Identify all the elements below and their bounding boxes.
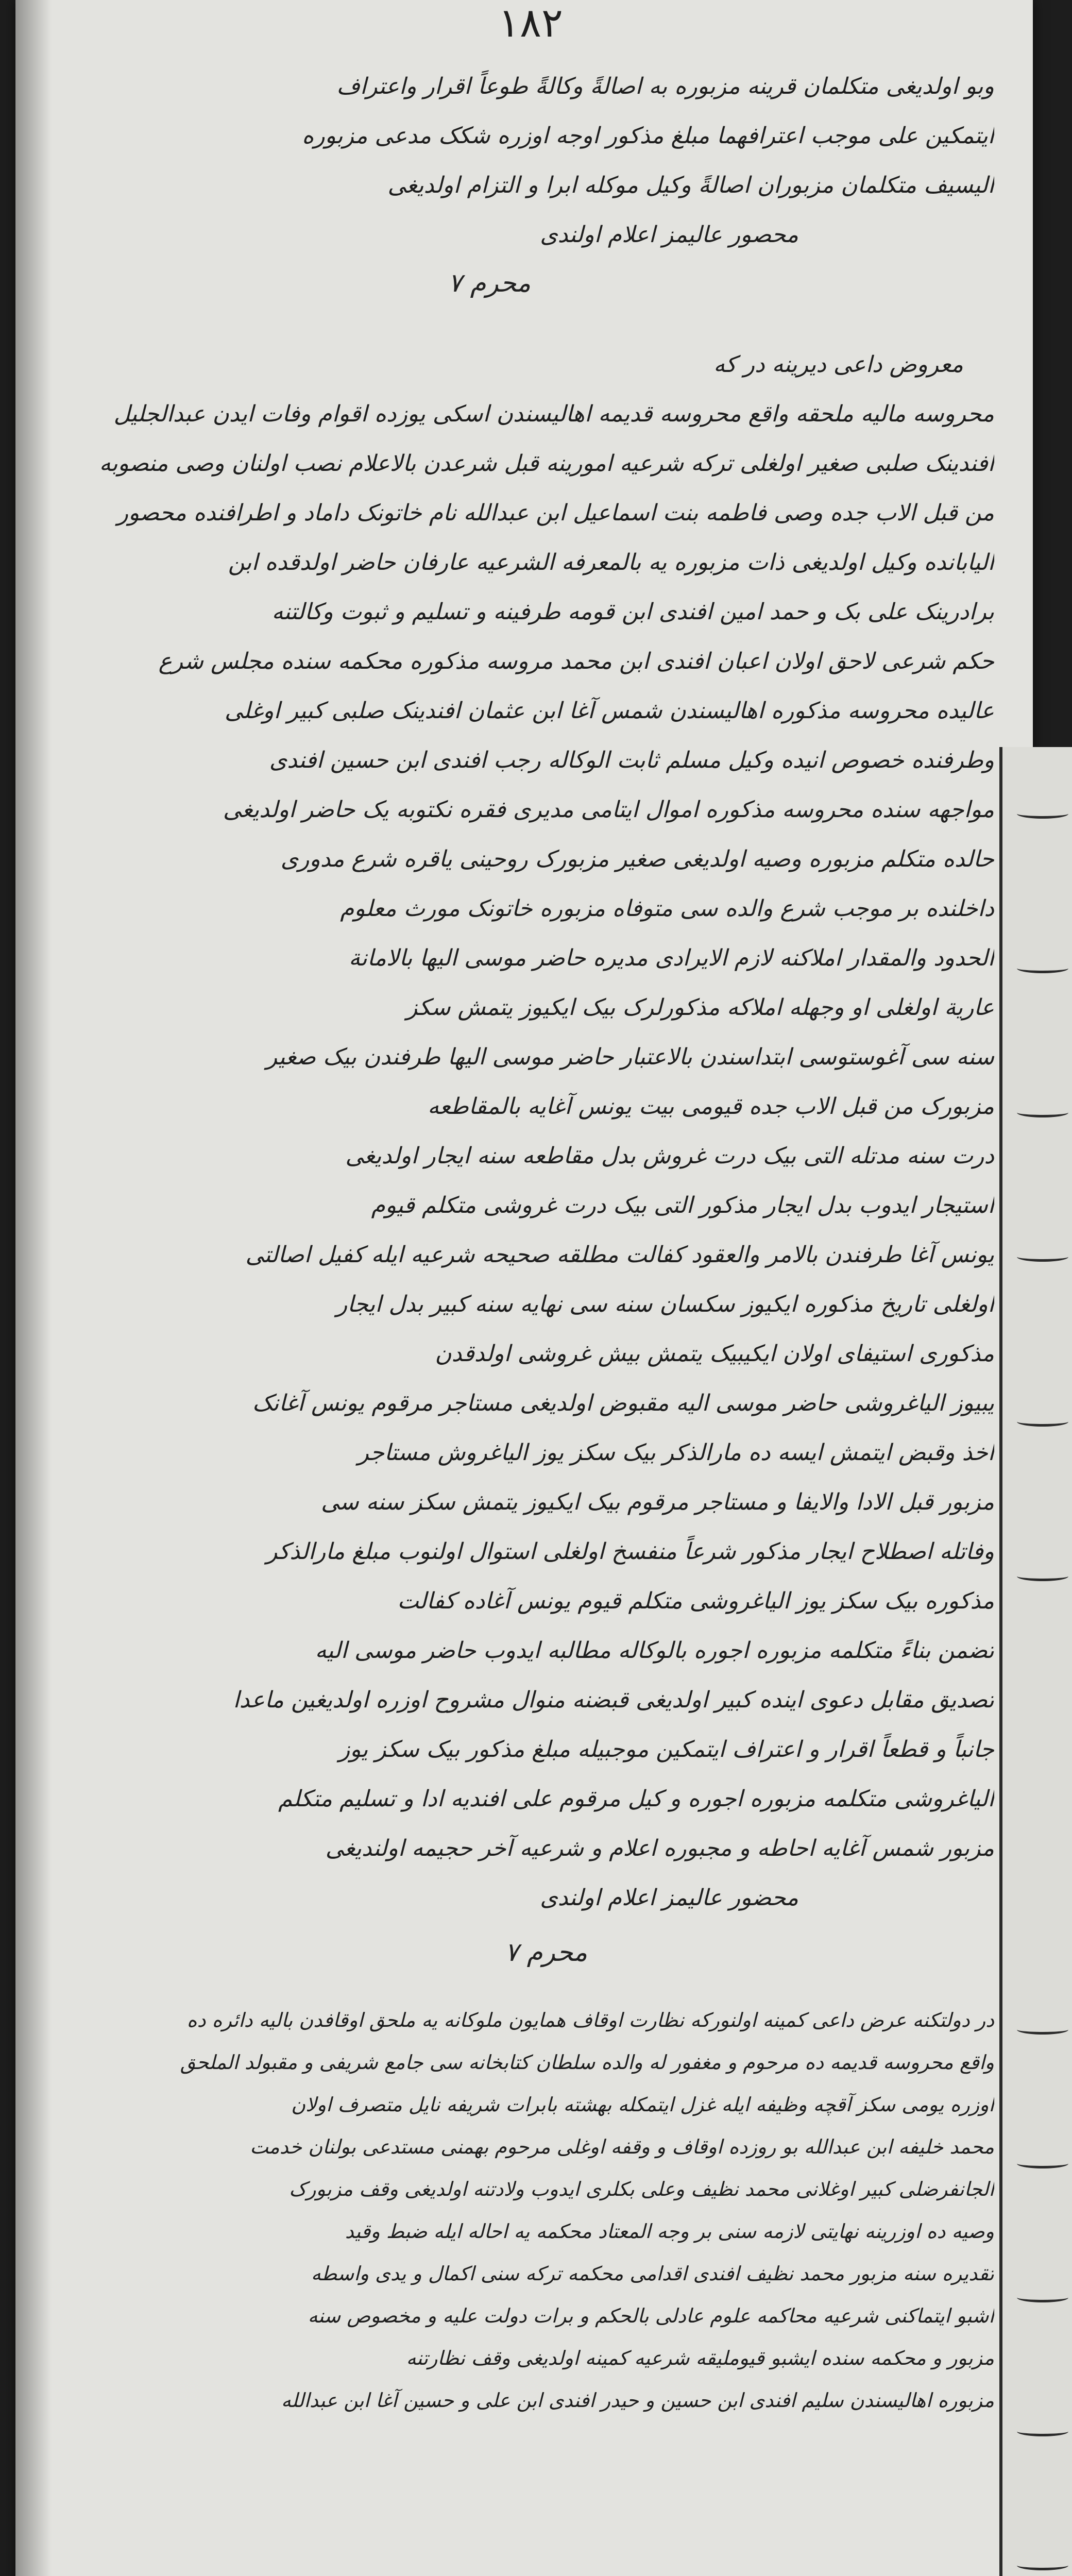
entry-line: اوزره یومی سکز آقچه وظیفه ایله غزل ایتمکله بهشته بابرات شریفه نایل متصرف اولان <box>291 2093 994 2116</box>
entry-line: استیجار ایدوب بدل ایجار مذکور التی بیک درت غروشی متکلم قیوم <box>371 1192 994 1218</box>
manuscript-page <box>15 0 1033 2576</box>
entry-line: حکم شرعی لاحق اولان اعبان افندی ابن محمد مروسه مذکوره محکمه سنده مجلس شرع <box>158 648 994 674</box>
record-entry-2 <box>88 340 994 1923</box>
entry-line: وبو اولدیغی متکلمان قرینه مزبوره به اصالةً وکالةً طوعاً اقرار واعتراف <box>336 73 994 99</box>
entry-line: در دولتکنه عرض داعی کمینه اولنورکه نظارت اوقاف همایون ملوکانه یه ملحق اوقافدن بالیه دائره ده <box>186 2009 994 2031</box>
entry-line: یونس آغا طرفندن بالامر والعقود کفالت مطلقه صحیحه شرعیه ایله کفیل اصالتی <box>245 1242 994 1268</box>
entry-line: عاریة اولغلی او وجهله املاکه مذکورلرک بیک ایکیوز یتمش سکز <box>406 994 994 1021</box>
entry-line: تصدیق مقابل دعوی اینده کبیر اولدیغی قبضنه منوال مشروح اوزره اولدیغین ماعدا <box>233 1687 994 1713</box>
entry-line: مواجهه سنده محروسه مذکوره اموال ایتامی مدیری فقره نکتوبه یک حاضر اولدیغی <box>223 796 994 823</box>
entry-line: جانباً و قطعاً اقرار و اعتراف ایتمکین موجبیله مبلغ مذکور بیک سکز یوز <box>339 1736 994 1762</box>
entry-line: اشبو ایتماکنی شرعیه محاکمه علوم عادلی بالحکم و برات دولت علیه و مخصوص سنه <box>308 2304 994 2327</box>
entry-line: محضور عالیمز اعلام اولندی <box>540 1885 798 1911</box>
record-entry-1 <box>88 62 994 260</box>
entry-line: سنه سی آغوستوسی ابتداسندن بالاعتبار حاضر موسی الیها طرفندن بیک صغیر <box>266 1044 994 1070</box>
entry-line: محصور عالیمز اعلام اولندی <box>540 222 798 248</box>
entry-line: داخلنده بر موجب شرع والده سی متوفاه مزبوره خاتونک مورث معلوم <box>340 895 994 922</box>
entry-line: تضمن بناءً متکلمه مزبوره اجوره بالوکاله مطالبه ایدوب حاضر موسی الیه <box>315 1637 994 1664</box>
entry-line: من قبل الاب جده وصی فاطمه بنت اسماعیل ابن عبدالله نام خاتونک داماد و اطرافنده محصور <box>117 500 994 526</box>
entry-line: ایتمکین علی موجب اعترافهما مبلغ مذکور اوجه اوزره شکک مدعی مزبوره <box>302 123 994 149</box>
entry-line: مزبور شمس آغایه احاطه و مجبوره اعلام و شرعیه آخر حجیمه اولندیغی <box>325 1835 994 1861</box>
entry-line: الیابانده وکیل اولدیغی ذات مزبوره یه بالمعرفه الشرعیه عارفان حاضر اولدقده ابن <box>228 549 994 575</box>
entry-line: برادرینک علی بک و حمد امین افندی ابن قومه طرفینه و تسلیم و ثبوت وکالتنه <box>271 599 994 625</box>
entry-line: وفاتله اصطلاح ایجار مذکور شرعاً منفسخ اولغلی استوال اولنوب مبلغ مارالذکر <box>266 1538 994 1565</box>
folio-number: ۱۸۲ <box>498 0 563 46</box>
entry-line: محروسه مالیه ملحقه واقع محروسه قدیمه اهالیسندن اسکی یوزده اقوام وفات ایدن عبدالجلیل <box>113 401 994 427</box>
entry-line: مزبوره اهالیسندن سلیم افندی ابن حسین و حیدر افندی ابن علی و حسین آغا ابن عبدالله <box>281 2389 994 2412</box>
entry-date: ۷ محرم <box>504 1937 588 1967</box>
record-entry-3 <box>88 1999 994 2421</box>
entry-line: حالده متکلم مزبوره وصیه اولدیغی صغیر مزبورک روحینی یاقره شرع مدوری <box>280 846 994 872</box>
entry-line: عالیده محروسه مذکوره اهالیسندن شمس آغا ابن عثمان افندینک صلبی کبیر اوغلی <box>224 698 994 724</box>
entry-line: مزبور قبل الادا والایفا و مستاجر مرقوم بیک ایکیوز یتمش سکز سنه سی <box>321 1489 994 1515</box>
entry-line: الیسیف متکلمان مزبوران اصالةً وکیل موکله ابرا و التزام اولدیغی <box>387 172 994 198</box>
entry-line: مذکوره بیک سکز یوز الیاغروشی متکلم قیوم یونس آغاده کفالت <box>397 1588 994 1614</box>
entry-line: افندینک صلبی صغیر اولغلی ترکه شرعیه امورینه قبل شرعدن بالاعلام نصب اولنان وصی منصوبه <box>99 450 994 477</box>
entry-line: واقع محروسه قدیمه ده مرحوم و مغفور له والده سلطان کتابخانه سی جامع شریفی و مقبولد الملحق <box>180 2051 994 2074</box>
entry-line: وطرفنده خصوص انیده وکیل مسلم ثابت الوکاله رجب افندی ابن حسین افندی <box>269 747 994 773</box>
entry-line: مذکوری استیفای اولان ایکیبیک یتمش بیش غروشی اولدقدن <box>435 1341 994 1367</box>
entry-line: درت سنه مدتله التی بیک درت غروش بدل مقاطعه سنه ایجار اولدیغی <box>345 1143 994 1169</box>
entry-line: الجانفرضلی کبیر اوغلانی محمد نظیف وعلی بکلری ایدوب ولادتنه اولدیغی وقف مزبورک <box>289 2178 994 2200</box>
entry-line: الحدود والمقدار املاکنه لازم الایرادی مدیره حاضر موسی الیها بالامانة <box>348 945 994 971</box>
entry-date: ۷ محرم <box>448 268 531 298</box>
entry-line: مزبورک من قبل الاب جده قیومی بیت یونس آغایه بالمقاطعه <box>428 1093 994 1120</box>
entry-heading: معروض داعی دیرینه در که <box>713 351 963 378</box>
entry-line: الیاغروشی متکلمه مزبوره اجوره و کیل مرقوم علی افندیه ادا و تسلیم متکلم <box>278 1786 994 1812</box>
entry-line: اخذ وقبض ایتمش ایسه ده مارالذکر بیک سکز یوز الیاغروش مستاجر <box>358 1439 994 1466</box>
entry-line: وصیه ده اوزرینه نهایتی لازمه سنی بر وجه المعتاد محکمه یه احاله ایله ضبط وقید <box>345 2220 994 2243</box>
entry-line: تقدیره سنه مزبور محمد نظیف افندی اقدامی محکمه ترکه سنی اکمال و یدی واسطه <box>311 2262 994 2285</box>
entry-line: مزبور و محکمه سنده ایشبو قیوملیقه شرعیه کمینه اولدیغی وقف نظارتنه <box>406 2347 994 2369</box>
adjacent-page-edge <box>999 747 1072 2576</box>
binding-shadow <box>15 0 52 2576</box>
entry-line: اولغلی تاریخ مذکوره ایکیوز سکسان سنه سی نهایه سنه کبیر بدل ایجار <box>336 1291 994 1317</box>
entry-line: محمد خلیفه ابن عبدالله بو روزده اوقاف و وقفه اوغلی مرحوم بهمنی مستدعی بولنان خدمت <box>250 2136 994 2158</box>
entry-line: یبیوز الیاغروشی حاضر موسی الیه مقبوض اولدیغی مستاجر مرقوم یونس آغانک <box>252 1390 994 1416</box>
